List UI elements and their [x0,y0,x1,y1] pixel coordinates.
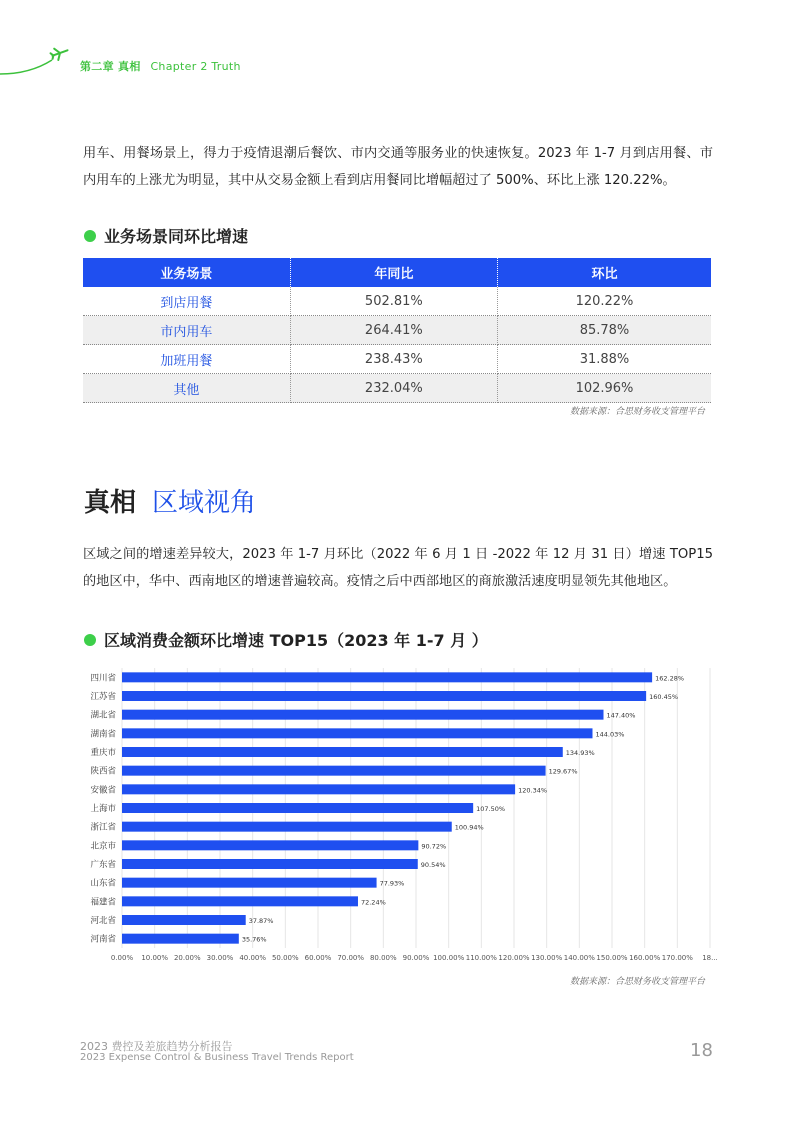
swoosh-line [0,60,52,74]
bullet-dot-icon [84,634,96,646]
x-tick-label: 90.00% [402,954,430,962]
chapter-label-en: Chapter 2 Truth [150,60,241,73]
bar-value-label: 72.24% [360,898,386,907]
table-row [83,287,711,316]
table-header-cell: 年同比 [290,258,497,287]
region-paragraph: 区域之间的增速差异较大，2023 年 1-7 月环比（2022 年 6 月 1 日 -2022 年 12 月 31 日）增速 TOP15 的地区中，华中、西南地区的增速普遍较高。疫情之后中西部地区的商旅激活速度明显领先其他地区。 [83,547,713,589]
bar [122,840,418,850]
region-section-heading [84,482,256,519]
table-cell: 85.78% [497,316,711,345]
table-cell: 502.81% [290,287,497,316]
bar [122,934,239,944]
intro-paragraph: 用车、用餐场景上，得力于疫情退潮后餐饮、市内交通等服务业的快速恢复。2023 年 1-7 月到店用餐、市内用车的上涨尤为明显，其中从交易金额上看到店用餐同比增幅超过了 500%、环比上涨 120.22%。 [83,146,713,188]
bar-value-label: 160.45% [649,693,679,701]
x-tick-label: 30.00% [206,954,234,962]
x-tick-label: 150.00% [596,954,628,962]
airplane-icon [49,45,69,62]
table-cell: 市内用车 [83,316,290,345]
x-tick-label: 100.00% [433,954,465,962]
bar [122,803,473,813]
bar-value-label: 100.94% [454,823,484,832]
bar-value-label: 129.67% [548,767,578,776]
y-category-label: 河南省 [90,934,116,945]
y-category-label: 陕西省 [90,766,116,777]
table-header-cell: 环比 [497,258,711,287]
bar [122,784,515,794]
bar-value-label: 35.76% [241,935,267,944]
y-category-label: 山东省 [90,878,116,889]
table-header-row [83,258,711,287]
bar-value-label: 90.54% [420,861,446,869]
y-category-label: 湖南省 [90,729,116,740]
bar [122,710,604,720]
chart-title-text: 区域消费金额环比增速 TOP15（2023 年 1-7 月 ） [104,631,488,650]
table-cell: 232.04% [290,374,497,403]
bar [122,728,592,738]
header-swoosh-decoration [0,40,80,80]
bar-value-label: 134.93% [565,749,595,757]
y-category-label: 福建省 [90,897,116,908]
table-cell: 31.88% [497,345,711,374]
bar [122,896,358,906]
table-row [83,374,711,403]
bar-value-label: 120.34% [518,786,548,795]
bar [122,691,646,701]
y-category-label: 上海市 [90,804,116,814]
x-tick-label: 40.00% [239,954,267,962]
table-source-note: 数据来源：合思财务收支管理平台 [570,407,706,417]
scenario-growth-table [83,258,711,403]
bar [122,878,377,888]
table-cell: 120.22% [497,287,711,316]
table-cell: 264.41% [290,316,497,345]
table-row [83,345,711,374]
bullet-dot-icon [84,230,96,242]
x-tick-label: 20.00% [173,954,201,962]
bar [122,672,652,682]
y-category-label: 安徽省 [90,785,116,796]
bar-value-label: 144.03% [595,730,625,739]
y-category-label: 北京市 [90,841,116,852]
table-cell: 加班用餐 [83,345,290,374]
bar-value-label: 107.50% [476,805,506,813]
table-header-cell: 业务场景 [83,258,290,287]
x-tick-label: 50.00% [271,954,299,962]
x-tick-label: 0.00% [110,954,134,962]
y-category-label: 河北省 [90,916,116,926]
table-section-title [84,224,248,247]
y-category-label: 湖北省 [90,710,116,721]
x-tick-label: 60.00% [304,954,332,962]
bar [122,766,546,776]
chapter-label: 第二章 真相 [80,60,141,73]
chart-source-note: 数据来源：合思财务收支管理平台 [570,977,706,987]
y-category-label: 浙江省 [90,822,116,833]
table-cell: 102.96% [497,374,711,403]
table-cell: 到店用餐 [83,287,290,316]
x-tick-label: 10.00% [141,954,169,962]
page-number: 18 [690,1040,713,1061]
bar [122,915,246,925]
heading-blue: 区域视角 [152,488,257,518]
x-tick-label: 80.00% [369,954,397,962]
table-cell: 238.43% [290,345,497,374]
table-cell: 其他 [83,374,290,403]
y-category-label: 江苏省 [90,692,116,702]
heading-main: 真相 [84,488,137,518]
footer-report-title: 2023 费控及差旅趋势分析报告 [80,1040,233,1053]
x-tick-label: 140.00% [563,954,595,962]
x-tick-label: 160.00% [629,954,661,962]
y-category-label: 广东省 [90,860,116,870]
footer-report-title-en: 2023 Expense Control & Business Travel Trends Report [80,1052,354,1063]
bar [122,859,418,869]
x-tick-label: 18... [702,954,718,962]
bar-value-label: 147.40% [606,711,636,720]
x-tick-label: 120.00% [498,954,530,962]
x-tick-label: 70.00% [337,954,365,962]
bar [122,747,563,757]
table-row [83,316,711,345]
bar-value-label: 77.93% [379,879,405,888]
x-tick-label: 110.00% [465,954,497,962]
y-category-label: 重庆市 [90,748,116,758]
y-category-label: 四川省 [90,673,116,684]
x-tick-label: 130.00% [531,954,563,962]
chart-section-title [84,628,488,651]
bar [122,822,452,832]
chapter-header [80,58,241,74]
bar-value-label: 37.87% [248,917,274,925]
region-growth-bar-chart [80,662,716,968]
bar-value-label: 162.28% [655,674,685,683]
bar-value-label: 90.72% [421,842,447,851]
table-title-text: 业务场景同环比增速 [104,227,249,246]
x-tick-label: 170.00% [661,954,693,962]
